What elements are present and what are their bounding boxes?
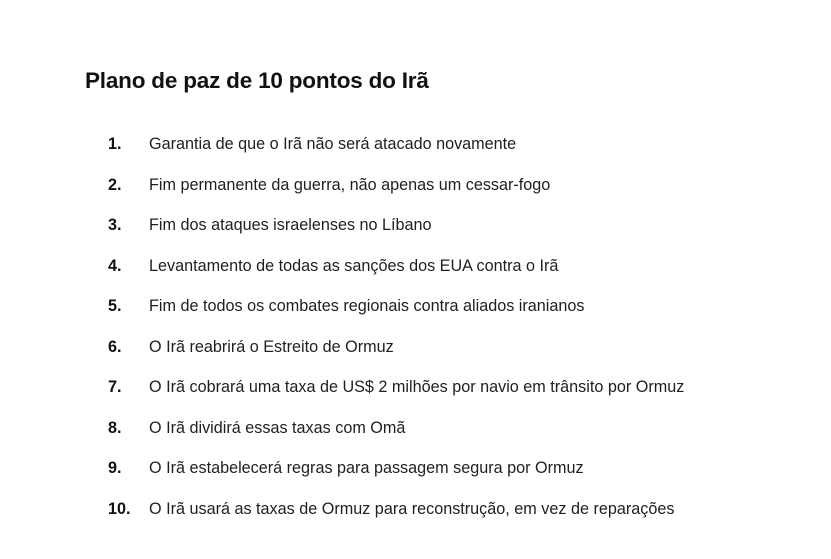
list-item xyxy=(85,171,805,212)
item-text: Garantia de que o Irã não será atacado novamente xyxy=(149,135,517,153)
list-item xyxy=(85,252,805,293)
item-number: 9. xyxy=(108,459,122,477)
list-item xyxy=(85,211,805,252)
list-item xyxy=(85,130,805,171)
item-number: 4. xyxy=(108,256,122,275)
item-number: 6. xyxy=(108,337,122,356)
item-number: 5. xyxy=(108,297,122,315)
item-number: 2. xyxy=(108,175,122,194)
item-text: O Irã usará as taxas de Ormuz para reconstrução, em vez de reparações xyxy=(149,499,675,518)
list-item xyxy=(85,414,805,455)
item-text: O Irã cobrará uma taxa de US$ 2 milhões por navio em trânsito por Ormuz xyxy=(149,378,685,396)
list-item xyxy=(85,333,805,374)
item-number: 10. xyxy=(108,499,131,518)
item-number: 8. xyxy=(108,418,122,437)
item-number: 7. xyxy=(108,378,122,396)
item-number: 1. xyxy=(108,135,122,153)
item-text: O Irã dividirá essas taxas com Omã xyxy=(149,418,406,437)
list-item xyxy=(85,454,805,495)
list-item xyxy=(85,495,805,536)
list-item xyxy=(85,292,805,333)
item-text: Fim de todos os combates regionais contra aliados iranianos xyxy=(149,297,585,315)
item-text: O Irã estabelecerá regras para passagem segura por Ormuz xyxy=(149,459,584,477)
item-text: Fim permanente da guerra, não apenas um cessar-fogo xyxy=(149,175,551,194)
document xyxy=(85,66,805,518)
item-number: 3. xyxy=(108,216,122,234)
item-text: O Irã reabrirá o Estreito de Ormuz xyxy=(149,337,394,356)
item-text: Levantamento de todas as sanções dos EUA contra o Irã xyxy=(149,256,559,275)
page-title: Plano de paz de 10 pontos do Irã xyxy=(85,68,429,93)
item-text: Fim dos ataques israelenses no Líbano xyxy=(149,216,432,234)
list-item xyxy=(85,373,805,414)
peace-plan-list xyxy=(85,130,805,535)
